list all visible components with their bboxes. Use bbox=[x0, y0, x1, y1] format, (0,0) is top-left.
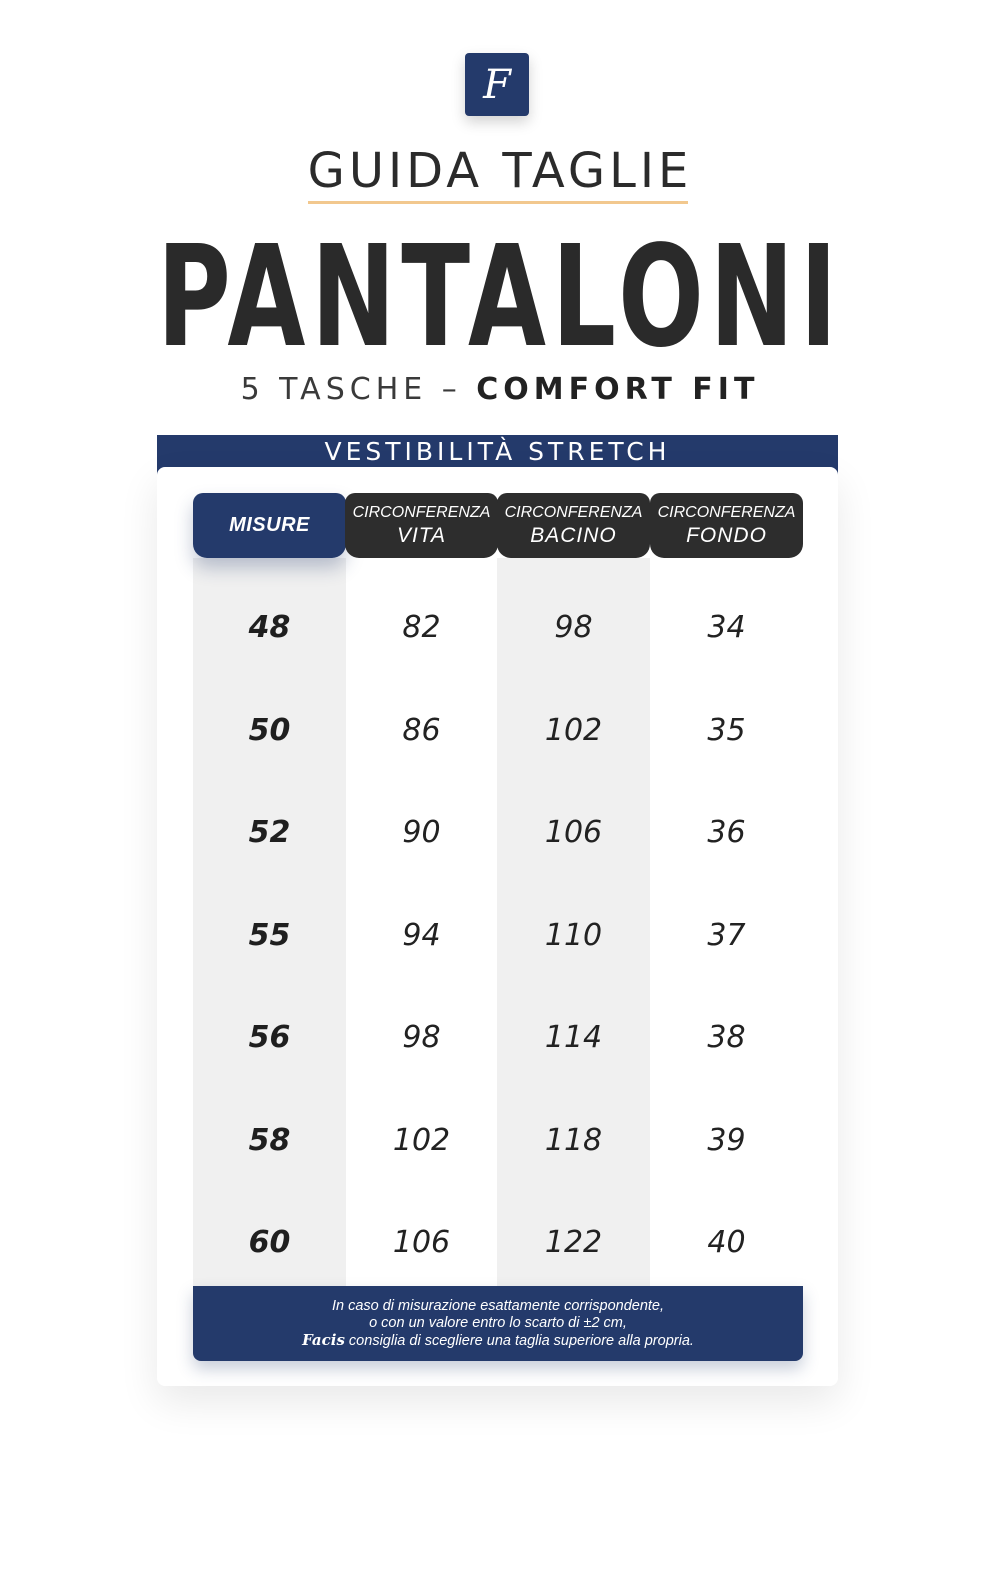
table-cell-size: 55 bbox=[248, 917, 291, 953]
table-cell-fondo: 37 bbox=[707, 917, 746, 953]
table-cell-bacino: 118 bbox=[544, 1122, 603, 1158]
table-cell-bacino: 106 bbox=[544, 815, 603, 850]
guide-title: GUIDA TAGLIE bbox=[307, 143, 693, 199]
table-cell-fondo: 39 bbox=[707, 1122, 746, 1158]
header-misure-label: MISURE bbox=[229, 514, 310, 536]
table-cell-fondo: 40 bbox=[707, 1225, 746, 1260]
sizing-note-line1: In caso di misurazione esattamente corrispondente, bbox=[331, 1297, 665, 1314]
fit-ribbon: VESTIBILITÀ STRETCH bbox=[157, 435, 838, 475]
header-misure bbox=[193, 493, 346, 558]
sizing-note bbox=[193, 1286, 803, 1361]
sizing-note-line2: o con un valore entro lo scarto di ±2 cm, bbox=[369, 1314, 627, 1331]
table-cell-vita: 86 bbox=[402, 712, 441, 748]
table-cell-bacino: 114 bbox=[544, 1020, 603, 1055]
table-cell-fondo: 35 bbox=[707, 712, 746, 748]
table-cell-vita: 94 bbox=[402, 917, 441, 953]
brand-logo-letter: F bbox=[483, 61, 511, 108]
brand-logo bbox=[465, 53, 529, 116]
product-title: PANTALONI bbox=[157, 216, 843, 379]
header-fondo bbox=[650, 493, 803, 558]
table-cell-vita: 98 bbox=[402, 1020, 441, 1055]
table-cell-size: 56 bbox=[248, 1020, 291, 1055]
table-cell-vita: 90 bbox=[402, 815, 441, 850]
subtitle-fit: COMFORT FIT bbox=[476, 372, 760, 407]
table-cell-fondo: 34 bbox=[707, 610, 746, 645]
table-cell-bacino: 98 bbox=[554, 610, 593, 645]
table-cell-bacino: 102 bbox=[544, 712, 603, 748]
sizing-note-line3 bbox=[193, 1332, 803, 1350]
header-vita-small: CIRCONFERENZA bbox=[352, 503, 491, 521]
table-cell-fondo: 36 bbox=[707, 815, 746, 850]
brand-name: Facis bbox=[302, 1330, 345, 1349]
table-cell-size: 60 bbox=[248, 1225, 291, 1260]
table-cell-vita: 102 bbox=[392, 1122, 451, 1158]
header-vita-label: VITA bbox=[396, 523, 447, 547]
table-cell-vita: 82 bbox=[402, 610, 441, 645]
subtitle-model: 5 TASCHE – bbox=[240, 372, 477, 407]
table-cell-bacino: 122 bbox=[544, 1225, 603, 1260]
header-fondo-small: CIRCONFERENZA bbox=[657, 503, 796, 521]
table-cell-vita: 106 bbox=[392, 1225, 451, 1260]
header-vita bbox=[345, 493, 498, 558]
table-cell-size: 58 bbox=[248, 1122, 291, 1158]
table-cell-size: 50 bbox=[248, 712, 291, 748]
table-cell-bacino: 110 bbox=[544, 917, 603, 953]
header-bacino-label: BACINO bbox=[530, 523, 617, 547]
header-bacino-small: CIRCONFERENZA bbox=[504, 503, 643, 521]
header-fondo-label: FONDO bbox=[686, 523, 767, 547]
table-cell-size: 48 bbox=[248, 610, 291, 645]
table-cell-size: 52 bbox=[248, 815, 291, 850]
title-underline bbox=[308, 201, 688, 204]
sizing-note-text: consiglia di scegliere una taglia superiore alla propria. bbox=[344, 1332, 694, 1349]
subtitle bbox=[0, 372, 1000, 408]
header-bacino bbox=[497, 493, 650, 558]
table-cell-fondo: 38 bbox=[707, 1020, 746, 1055]
